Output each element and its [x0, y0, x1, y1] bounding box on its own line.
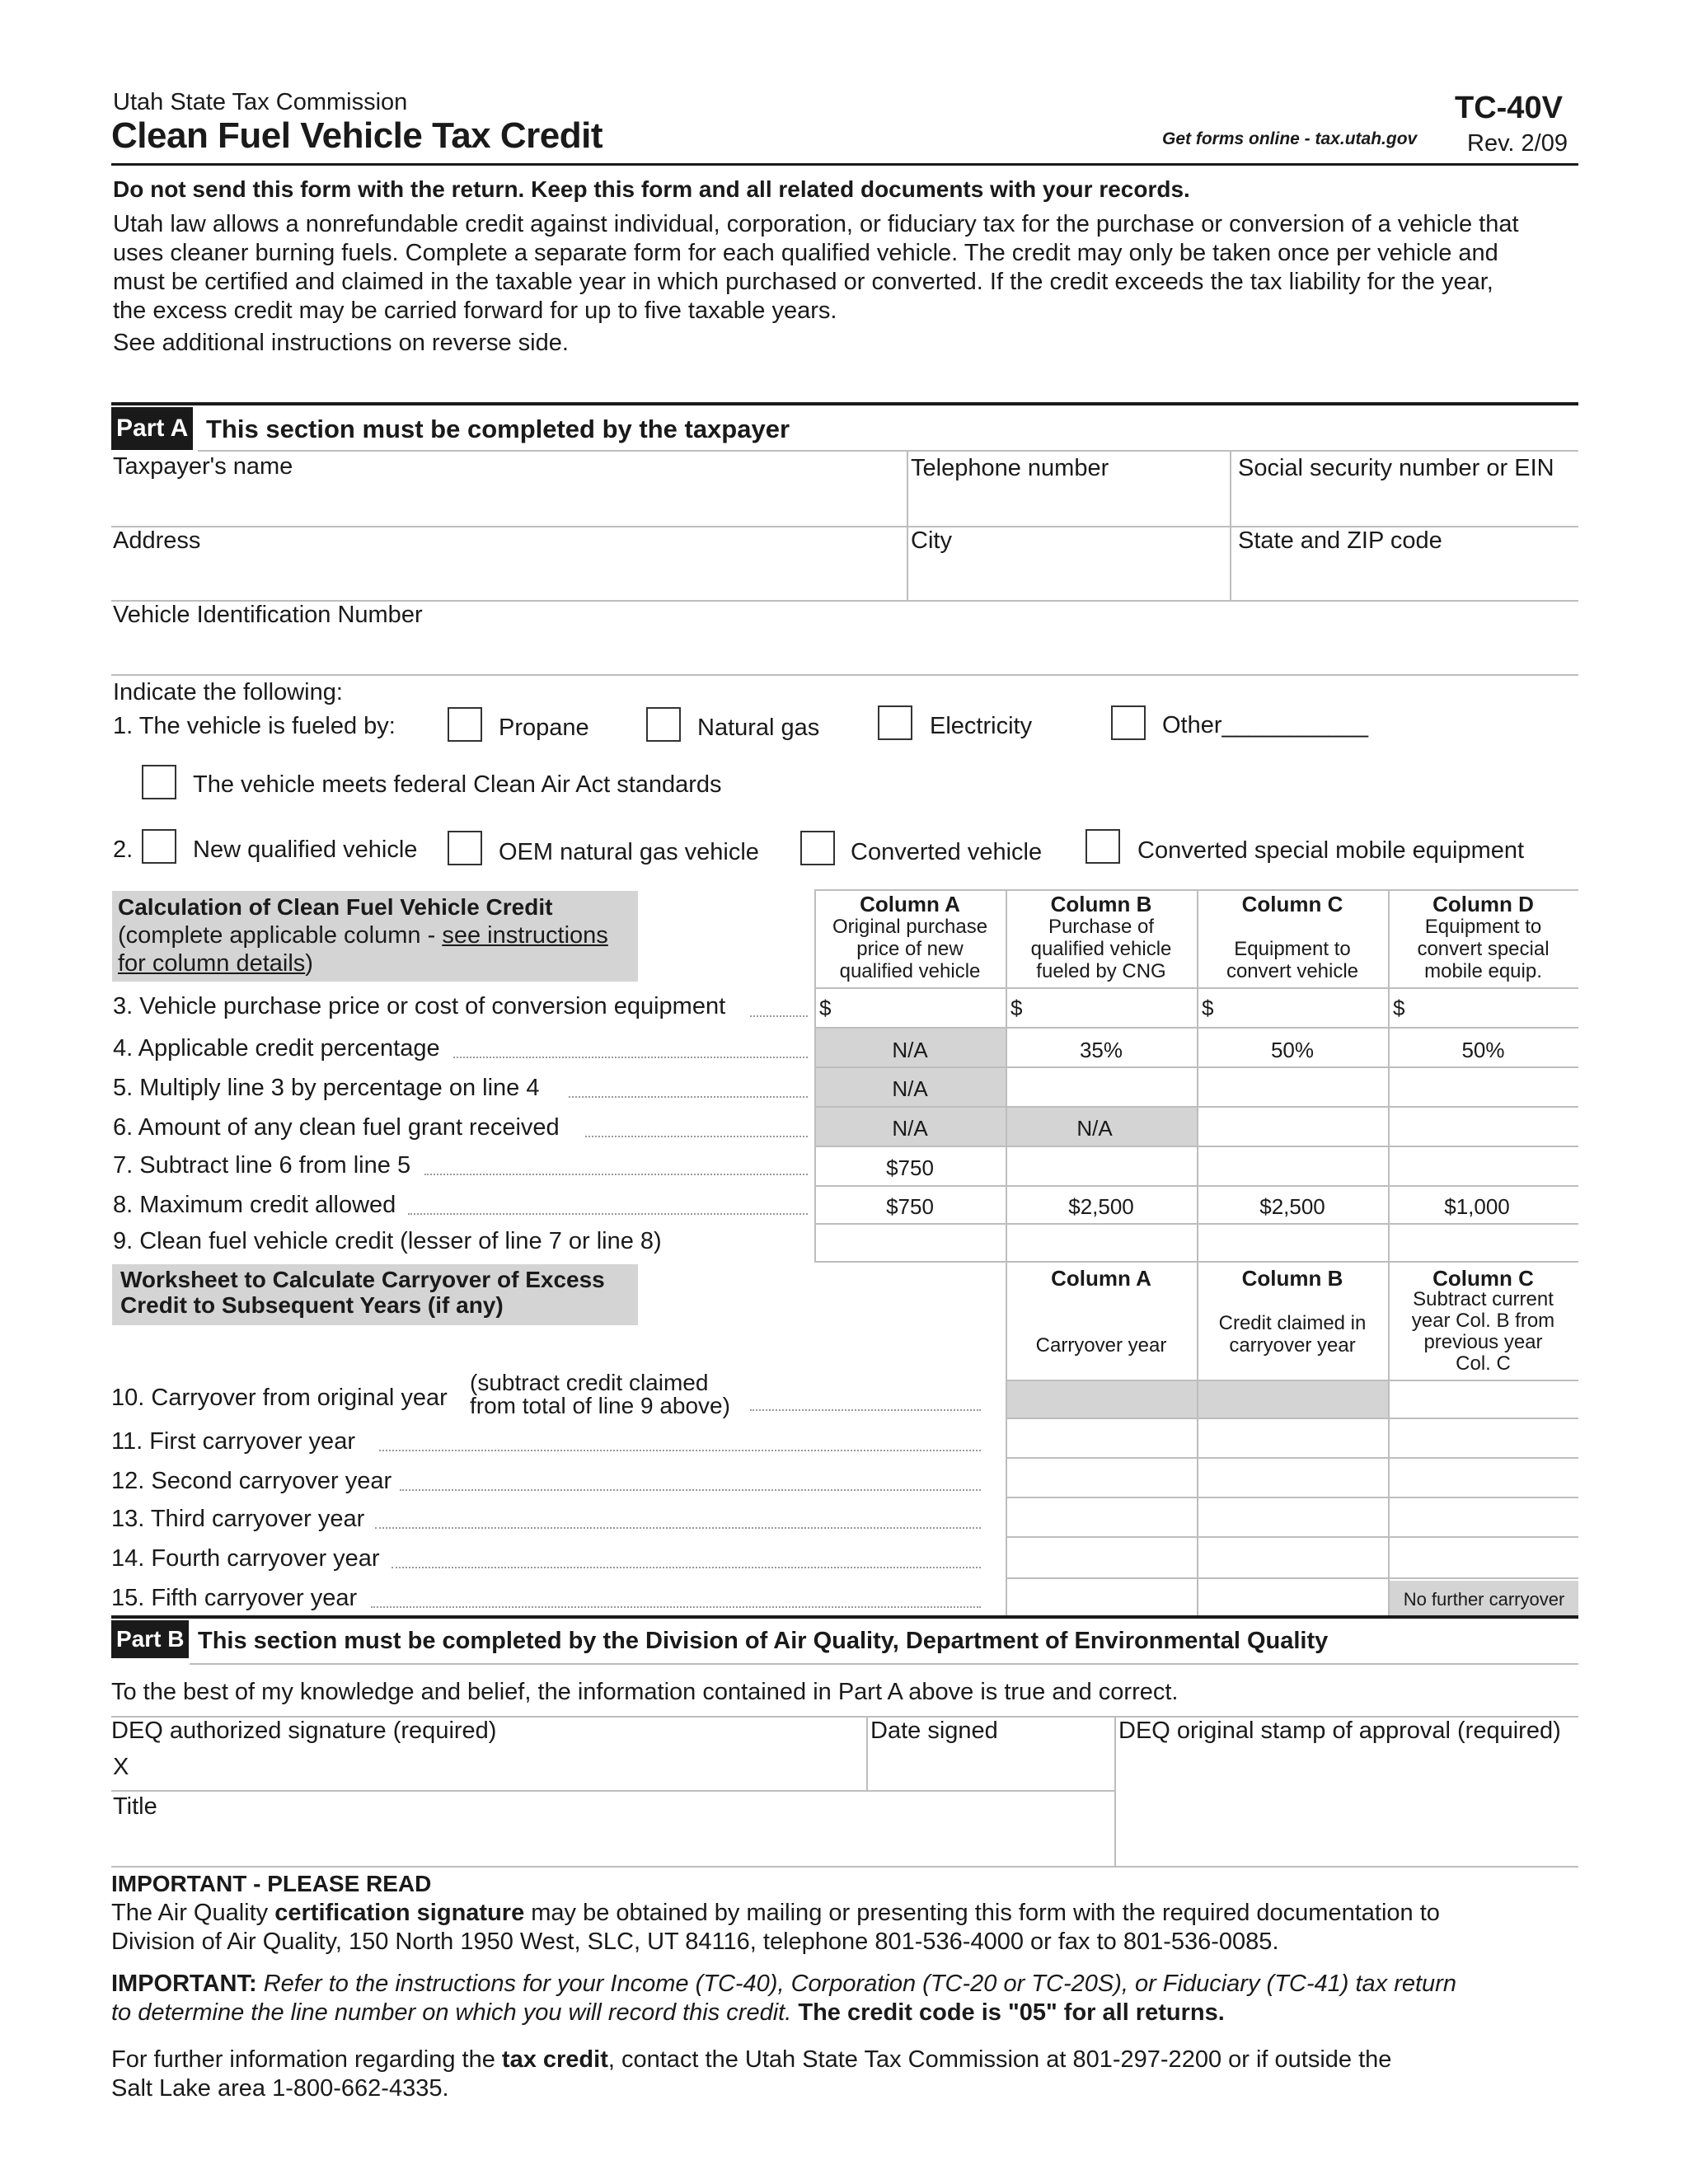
line-9-label: 9. Clean fuel vehicle credit (lesser of line 7 or line 8)	[113, 1228, 662, 1254]
intro-paragraph	[113, 210, 1519, 326]
no-further-carryover: No further carryover	[1403, 1589, 1565, 1610]
line-3-col-b[interactable]: $	[1010, 996, 1023, 1020]
telephone-label: Telephone number	[911, 455, 1109, 481]
electricity-checkbox[interactable]	[878, 705, 912, 740]
taxpayer-name-label: Taxpayer's name	[113, 453, 293, 480]
dotted-leader	[585, 1136, 808, 1137]
line-7-label: 7. Subtract line 6 from line 5	[113, 1152, 411, 1179]
dotted-leader	[424, 1174, 808, 1175]
instructions-italic: Refer to the instructions for your Income (TC-40), Corporation (TC-20 or TC-20S), or Fiduciary (TC-41) tax return	[256, 1971, 1456, 1997]
converted-vehicle-label: Converted vehicle	[851, 839, 1043, 865]
vline	[1197, 1263, 1198, 1617]
warning-text: Do not send this form with the return. Keep this form and all related documents with your records.	[113, 176, 1190, 202]
rule	[1006, 1380, 1578, 1381]
rule	[814, 1223, 1578, 1225]
rule	[111, 1790, 1114, 1792]
ws-column-a-desc: Carryover year	[1035, 1334, 1167, 1357]
intro-line: must be certified and claimed in the taxable year in which purchased or converted. If the credit exceeds the tax liability for the year,	[113, 269, 1493, 295]
contact-text: For further information regarding the	[111, 2046, 502, 2073]
column-details-link[interactable]: for column details	[118, 950, 306, 977]
column-c-desc: convert vehicle	[1226, 960, 1359, 982]
dotted-leader	[750, 1409, 981, 1411]
form-number: TC-40V	[1455, 91, 1563, 125]
column-a-desc: price of new	[856, 938, 964, 960]
rule	[814, 1066, 1578, 1068]
certification-paragraph	[111, 1899, 1440, 1957]
vline	[1114, 1718, 1116, 1868]
signature-x-mark[interactable]: X	[113, 1754, 129, 1780]
line-15-label: 15. Fifth carryover year	[111, 1585, 358, 1611]
ws-column-b-desc	[1197, 1290, 1388, 1312]
column-b-title: Column B	[1050, 892, 1152, 916]
agency-name: Utah State Tax Commission	[113, 89, 408, 115]
part-b-label: Part B	[111, 1620, 189, 1658]
column-c-desc	[1197, 916, 1388, 938]
rule	[1006, 1418, 1578, 1419]
state-zip-label: State and ZIP code	[1238, 527, 1442, 554]
rule	[1006, 1577, 1578, 1579]
line-4-col-b: 35%	[1079, 1038, 1123, 1062]
column-c-desc: Equipment to	[1234, 938, 1351, 960]
title-field-label: Title	[113, 1793, 157, 1820]
address-label: Address	[113, 527, 201, 554]
line-7-col-a: $750	[886, 1155, 934, 1180]
propane-label: Propane	[499, 715, 589, 741]
dotted-leader	[453, 1057, 808, 1058]
oem-natural-gas-checkbox[interactable]	[448, 831, 482, 865]
deq-stamp-label: DEQ original stamp of approval (required)	[1118, 1718, 1561, 1744]
natural-gas-label: Natural gas	[697, 715, 820, 741]
column-d-desc: Equipment to	[1424, 916, 1542, 938]
cert-text: The Air Quality	[111, 1900, 275, 1926]
vline	[1006, 1263, 1007, 1617]
line-10-note-line: from total of line 9 above)	[470, 1393, 730, 1418]
ws-column-b-desc: Credit claimed in	[1218, 1312, 1367, 1334]
intro-line: uses cleaner burning fuels. Complete a separate form for each qualified vehicle. The credit may only be taken once per vehicle and	[113, 240, 1498, 266]
column-b-desc: qualified vehicle	[1030, 938, 1172, 960]
fuel-question: 1. The vehicle is fueled by:	[113, 713, 396, 739]
line-5-col-a: N/A	[892, 1076, 928, 1101]
see-instructions-link[interactable]: see instructions	[442, 922, 608, 949]
revision-date: Rev. 2/09	[1467, 130, 1568, 157]
vin-label: Vehicle Identification Number	[113, 602, 423, 628]
column-d-desc: mobile equip.	[1424, 960, 1542, 982]
rule	[111, 1866, 1578, 1868]
line-3-col-c[interactable]: $	[1202, 996, 1214, 1020]
dotted-leader	[408, 1213, 808, 1215]
dotted-leader	[371, 1606, 981, 1608]
dotted-leader	[379, 1450, 981, 1451]
part-b-title: This section must be completed by the Division of Air Quality, Department of Environmental Quality	[198, 1628, 1329, 1654]
part-a-rule	[111, 402, 1578, 405]
natural-gas-checkbox[interactable]	[646, 707, 681, 742]
column-a-title: Column A	[860, 892, 960, 916]
line-8-col-a: $750	[886, 1194, 934, 1219]
new-qualified-vehicle-label: New qualified vehicle	[193, 837, 418, 863]
ws-column-c-desc: previous year	[1423, 1331, 1543, 1353]
ws-column-c-desc: Col. C	[1456, 1352, 1511, 1375]
dotted-leader	[392, 1567, 981, 1568]
ws-column-a-title: Column A	[1051, 1266, 1151, 1291]
line-6-col-a: N/A	[892, 1116, 928, 1141]
line-4-col-a: N/A	[892, 1038, 928, 1062]
oem-natural-gas-label: OEM natural gas vehicle	[499, 839, 759, 865]
important-heading: IMPORTANT - PLEASE READ	[111, 1871, 432, 1896]
converted-vehicle-checkbox[interactable]	[800, 831, 835, 865]
calc-subtitle-text: (complete applicable column -	[118, 922, 443, 949]
dotted-leader	[400, 1489, 981, 1491]
ws-column-a-header	[1006, 1268, 1197, 1357]
important-label: IMPORTANT:	[111, 1971, 257, 1997]
column-c-header	[1197, 893, 1388, 982]
line-6-col-b: N/A	[1076, 1116, 1113, 1141]
contact-phone: Salt Lake area 1-800-662-4335.	[111, 2075, 449, 2102]
column-d-header	[1388, 893, 1578, 982]
column-c-title: Column C	[1241, 892, 1343, 916]
calc-title: Calculation of Clean Fuel Vehicle Credit	[118, 894, 553, 920]
worksheet-title-line: Worksheet to Calculate Carryover of Excess	[120, 1267, 605, 1292]
rule	[814, 987, 1578, 989]
clean-air-label: The vehicle meets federal Clean Air Act standards	[193, 771, 722, 798]
line-8-label: 8. Maximum credit allowed	[113, 1192, 396, 1218]
dotted-leader	[569, 1096, 808, 1098]
dotted-leader	[375, 1527, 981, 1529]
new-qualified-vehicle-checkbox[interactable]	[142, 829, 176, 864]
city-label: City	[911, 527, 952, 554]
calc-subtitle-close: )	[305, 950, 313, 977]
ws-column-c-title: Column C	[1432, 1266, 1534, 1291]
line-6-label: 6. Amount of any clean fuel grant received	[113, 1114, 560, 1141]
rule	[190, 1663, 1578, 1665]
rule	[814, 1185, 1578, 1187]
credit-code-note: The credit code is "05" for all returns.	[791, 1999, 1225, 2026]
certification-statement: To the best of my knowledge and belief, the information contained in Part A above is true and correct.	[111, 1679, 1179, 1705]
converted-equipment-label: Converted special mobile equipment	[1137, 837, 1525, 864]
propane-checkbox[interactable]	[448, 707, 482, 742]
line-14-label: 14. Fourth carryover year	[111, 1545, 380, 1572]
header-rule	[111, 163, 1578, 166]
contact-text: , contact the Utah State Tax Commission at 801-297-2200 or if outside the	[607, 2046, 1392, 2073]
vline	[866, 1718, 868, 1792]
worksheet-title	[120, 1267, 605, 1318]
contact-bold: tax credit	[501, 2046, 608, 2073]
rule	[814, 1146, 1578, 1147]
column-b-desc: fueled by CNG	[1036, 960, 1166, 982]
other-fuel-label: Other___________	[1162, 712, 1368, 738]
clean-air-checkbox[interactable]	[142, 765, 176, 799]
line-13-label: 13. Third carryover year	[111, 1506, 365, 1532]
line-8-col-b: $2,500	[1068, 1194, 1134, 1219]
rule	[1006, 1536, 1578, 1538]
converted-equipment-checkbox[interactable]	[1085, 829, 1120, 864]
line-4-label: 4. Applicable credit percentage	[113, 1035, 440, 1062]
website-note: Get forms online - tax.utah.gov	[1162, 129, 1418, 148]
part-b-rule	[111, 1615, 1578, 1619]
line-10-note-line: (subtract credit claimed	[470, 1370, 709, 1395]
cert-bold: certification signature	[274, 1900, 525, 1926]
ws-column-c-header	[1388, 1268, 1578, 1375]
rule	[814, 1106, 1578, 1108]
line-3-col-d[interactable]: $	[1393, 996, 1405, 1020]
column-a-desc: Original purchase	[832, 916, 988, 938]
line-4-col-c: 50%	[1270, 1038, 1315, 1062]
column-a-desc: qualified vehicle	[839, 960, 981, 982]
line-5-label: 5. Multiply line 3 by percentage on line 4	[113, 1075, 540, 1101]
see-instructions-note: See additional instructions on reverse side.	[113, 330, 569, 356]
intro-line: Utah law allows a nonrefundable credit against individual, corporation, or fiduciary tax for the purchase or conversion of a vehicle that	[113, 211, 1519, 237]
indicate-label: Indicate the following:	[113, 679, 343, 705]
line-11-label: 11. First carryover year	[111, 1428, 355, 1455]
part-a-title: This section must be completed by the taxpayer	[206, 415, 790, 443]
electricity-label: Electricity	[930, 713, 1033, 739]
ssn-ein-label: Social security number or EIN	[1238, 455, 1554, 481]
vehicle-type-number: 2.	[113, 837, 134, 863]
cert-text: may be obtained by mailing or presenting this form with the required documentation to	[524, 1900, 1440, 1926]
column-d-desc: convert special	[1417, 938, 1550, 960]
line-10-note	[470, 1371, 730, 1418]
ws-column-a-desc	[1006, 1290, 1197, 1312]
other-fuel-checkbox[interactable]	[1111, 705, 1146, 740]
line-8-col-c: $2,500	[1259, 1194, 1325, 1219]
line-3-col-a[interactable]: $	[819, 996, 832, 1020]
line-8-col-d: $1,000	[1444, 1194, 1510, 1219]
instructions-paragraph	[111, 1970, 1456, 2027]
calc-subtitle	[118, 921, 608, 977]
dotted-leader	[750, 1015, 808, 1017]
part-a-label: Part A	[111, 407, 193, 450]
date-signed-label: Date signed	[870, 1718, 998, 1744]
contact-paragraph	[111, 2046, 1391, 2103]
rule	[1006, 1497, 1578, 1498]
ws-column-b-title: Column B	[1241, 1266, 1343, 1291]
rule	[814, 1027, 1578, 1029]
instructions-italic: to determine the line number on which you will record this credit.	[111, 1999, 792, 2026]
intro-line: the excess credit may be carried forward for up to five taxable years.	[113, 298, 837, 324]
rule	[111, 674, 1578, 676]
form-title: Clean Fuel Vehicle Tax Credit	[111, 115, 603, 156]
line-3-label: 3. Vehicle purchase price or cost of conversion equipment	[113, 993, 726, 1019]
worksheet-title-line: Credit to Subsequent Years (if any)	[120, 1292, 504, 1318]
column-d-title: Column D	[1432, 892, 1534, 916]
line-12-label: 12. Second carryover year	[111, 1468, 392, 1494]
column-b-desc: Purchase of	[1048, 916, 1155, 938]
line-4-col-d: 50%	[1461, 1038, 1505, 1062]
ws-column-c-desc: year Col. B from	[1411, 1310, 1555, 1332]
vline	[1388, 1263, 1390, 1617]
cert-address: Division of Air Quality, 150 North 1950 West, SLC, UT 84116, telephone 801-536-4000 or fax to 801-536-0085.	[111, 1929, 1279, 1955]
rule	[1006, 1457, 1578, 1459]
line-10-label: 10. Carryover from original year	[111, 1385, 448, 1411]
ws-column-b-header	[1197, 1268, 1388, 1357]
column-a-header	[814, 893, 1006, 982]
column-b-header	[1006, 893, 1197, 982]
ws-column-b-desc: carryover year	[1229, 1334, 1356, 1357]
deq-signature-label: DEQ authorized signature (required)	[111, 1718, 497, 1744]
ws-column-a-desc	[1006, 1312, 1197, 1334]
ws-column-c-desc: Subtract current	[1413, 1288, 1554, 1310]
rule	[198, 450, 1578, 452]
